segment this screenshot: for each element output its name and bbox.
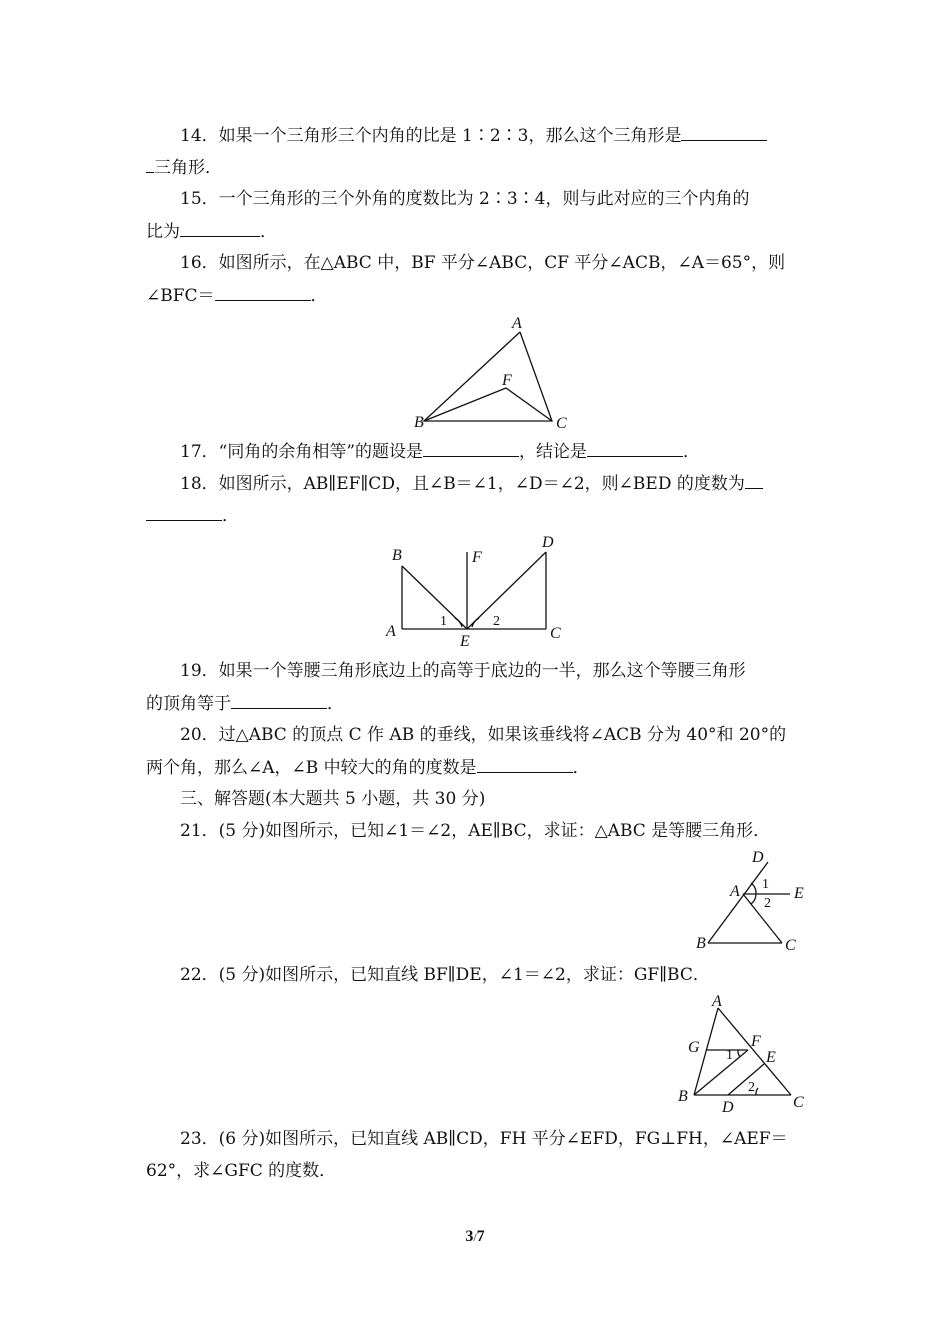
figure-22 (676, 994, 811, 1116)
label-e: E (766, 1049, 776, 1066)
answer-blank[interactable] (146, 156, 154, 173)
label-e: E (460, 633, 470, 650)
answer-blank[interactable] (423, 440, 519, 457)
question-15-cont (146, 220, 277, 243)
label-a: A (512, 315, 522, 332)
label-c: C (556, 415, 567, 432)
label-a: A (712, 993, 722, 1010)
q23-text-2: 62°，求∠GFC 的度数． (146, 1161, 337, 1181)
section-heading: 三、解答题(本大题共 5 小题，共 30 分) (180, 789, 486, 809)
answer-blank[interactable] (215, 284, 311, 301)
q15-end: ． (260, 222, 277, 242)
label-c: C (785, 937, 796, 954)
question-18 (180, 472, 763, 495)
q14-text-2: 三角形． (154, 158, 222, 178)
angle-1-label: 1 (726, 1048, 733, 1063)
question-19-cont (146, 692, 344, 715)
answer-blank[interactable] (477, 756, 573, 773)
answer-blank[interactable] (745, 472, 763, 489)
q17-text-2: ，结论是 (519, 442, 588, 462)
q20-end: ． (572, 758, 590, 778)
label-g: G (688, 1039, 700, 1056)
question-16-cont (146, 284, 328, 307)
current-page: 3 (465, 1228, 474, 1245)
angle-2-label: 2 (764, 896, 771, 911)
q16-text: 16．如图所示，在△ABC 中，BF 平分∠ABC，CF 平分∠ACB，∠A＝65°，则 (180, 253, 786, 273)
angle-1-label: 1 (762, 877, 769, 892)
label-a: A (386, 623, 396, 640)
question-22: 22．(5 分)如图所示，已知直线 BF∥DE，∠1＝∠2，求证：GF∥BC． (180, 965, 710, 985)
question-16 (180, 252, 785, 274)
total-pages: 7 (476, 1228, 485, 1245)
answer-blank[interactable] (146, 504, 222, 521)
q15-text: 15．一个三角形的三个外角的度数比为 2∶3∶4，则与此对应的三个内角的 (180, 189, 750, 209)
q17-text: 17．“同角的余角相等”的题设是 (180, 442, 424, 462)
q20-text: 20．过△ABC 的顶点 C 作 AB 的垂线，如果该垂线将∠ACB 分为 40°和 20°的 (180, 725, 787, 745)
q19-text-2: 的顶角等于 (146, 694, 231, 714)
figure-21 (692, 848, 812, 956)
label-b: B (696, 935, 706, 952)
q19-text: 19．如果一个等腰三角形底边上的高等于底边的一半，那么这个等腰三角形 (180, 661, 746, 681)
question-20 (180, 724, 786, 746)
answer-blank[interactable] (681, 124, 767, 141)
triangle-abc (708, 862, 790, 943)
question-20-cont (146, 756, 590, 779)
q16-end: ． (310, 286, 328, 306)
label-b: B (414, 414, 424, 431)
page-number (0, 1228, 950, 1246)
answer-blank[interactable] (587, 440, 683, 457)
angle-1-label: 1 (440, 614, 447, 629)
label-f: F (751, 1033, 761, 1050)
q18-text: 18．如图所示，AB∥EF∥CD，且∠B＝∠1，∠D＝∠2，则∠BED 的度数为 (180, 474, 745, 494)
label-d: D (542, 534, 554, 551)
q15-text-2: 比为 (146, 222, 180, 242)
question-23 (180, 1128, 788, 1150)
label-f: F (502, 372, 512, 389)
answer-blank[interactable] (231, 692, 327, 709)
question-15 (180, 188, 749, 210)
q17-end: ． (683, 442, 701, 462)
question-14-cont (146, 156, 222, 179)
question-19 (180, 660, 746, 682)
page-separator: / (473, 1230, 477, 1244)
label-d: D (752, 849, 764, 866)
q23-text: 23．(6 分)如图所示，已知直线 AB∥CD，FH 平分∠EFD，FG⊥FH，∠AEF＝ (180, 1129, 788, 1149)
label-f: F (472, 549, 482, 566)
angle-2-label: 2 (493, 614, 500, 629)
label-d: D (722, 1099, 734, 1116)
q19-end: ． (327, 694, 344, 714)
q16-text-2: ∠BFC＝ (146, 286, 215, 306)
q14-text: 14．如果一个三角形三个内角的比是 1∶2∶3，那么这个三角形是 (180, 126, 682, 146)
question-18-cont (146, 504, 239, 527)
figure-18 (380, 532, 570, 650)
triangle-abc (694, 1008, 791, 1095)
question-21: 21．(5 分)如图所示，已知∠1＝∠2，AE∥BC，求证：△ABC 是等腰三角形． (180, 821, 771, 841)
figure-16 (410, 310, 580, 434)
question-23-cont (146, 1160, 336, 1182)
question-14 (180, 124, 767, 147)
label-b: B (392, 547, 402, 564)
label-c: C (793, 1094, 804, 1111)
label-b: B (678, 1088, 688, 1105)
angle-2-label: 2 (748, 1080, 755, 1095)
q20-text-2: 两个角，那么∠A，∠B 中较大的角的度数是 (146, 758, 477, 778)
label-a: A (730, 883, 740, 900)
label-e: E (794, 885, 804, 902)
triangle-abc (424, 332, 552, 421)
question-17 (180, 440, 700, 463)
label-c: C (550, 625, 561, 642)
answer-blank[interactable] (180, 220, 260, 237)
q18-end: ． (222, 506, 239, 526)
